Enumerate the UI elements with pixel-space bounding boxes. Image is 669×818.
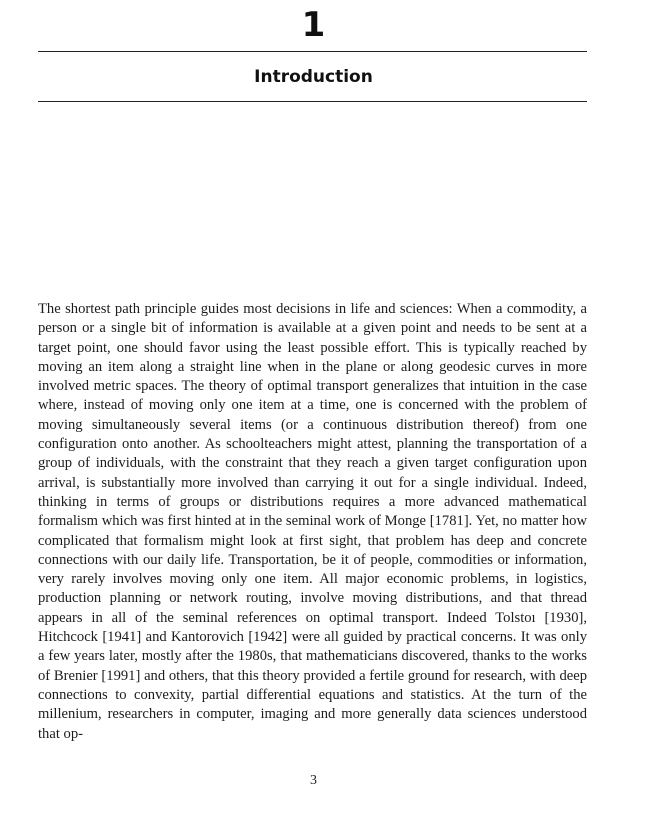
top-rule bbox=[38, 51, 587, 52]
body-paragraph: The shortest path principle guides most decisions in life and sciences: When a commodity, a person or a single bit of information is available at a given point and needs to be sent at a target point, one should favor using the least possible effort. This is typically reached by moving an item along a straight line when in the plane or along geodesic curves in more involved metric spaces. The theory of optimal transport generalizes that intuition in the case where, instead of moving only one item at a time, one is concerned with the problem of moving simultaneously several items (or a continuous distribution thereof) from one configuration onto another. As schoolteachers might attest, planning the transportation of a group of individuals, with the constraint that they reach a given target configuration upon arrival, is substantially more involved than carrying it out for a single individual. Indeed, thinking in terms of groups or distributions requires a more advanced mathematical formalism which was first hinted at in the seminal work of Monge [1781]. Yet, no matter how complicated that formalism might look at first sight, that problem has deep and concrete connections with our daily life. Transportation, be it of people, commodities or information, very rarely involves moving only one item. All major economic problems, in logistics, production planning or network routing, involve moving distributions, and that thread appears in all of the seminal references on optimal transport. Indeed Tolstoı [1930], Hitchcock [1941] and Kantorovich [1942] were all guided by practical concerns. It was only a few years later, mostly after the 1980s, that mathematicians discovered, thanks to the works of Brenier [1991] and others, that this theory provided a fertile ground for research, with deep connections to convexity, partial differential equations and statistics. At the turn of the millenium, researchers in computer, imaging and more generally data sciences understood that op- bbox=[38, 301, 587, 742]
chapter-number: 1 bbox=[301, 5, 326, 45]
bottom-rule bbox=[38, 101, 587, 102]
chapter-title: Introduction bbox=[254, 67, 373, 87]
page-number: 3 bbox=[310, 773, 317, 788]
